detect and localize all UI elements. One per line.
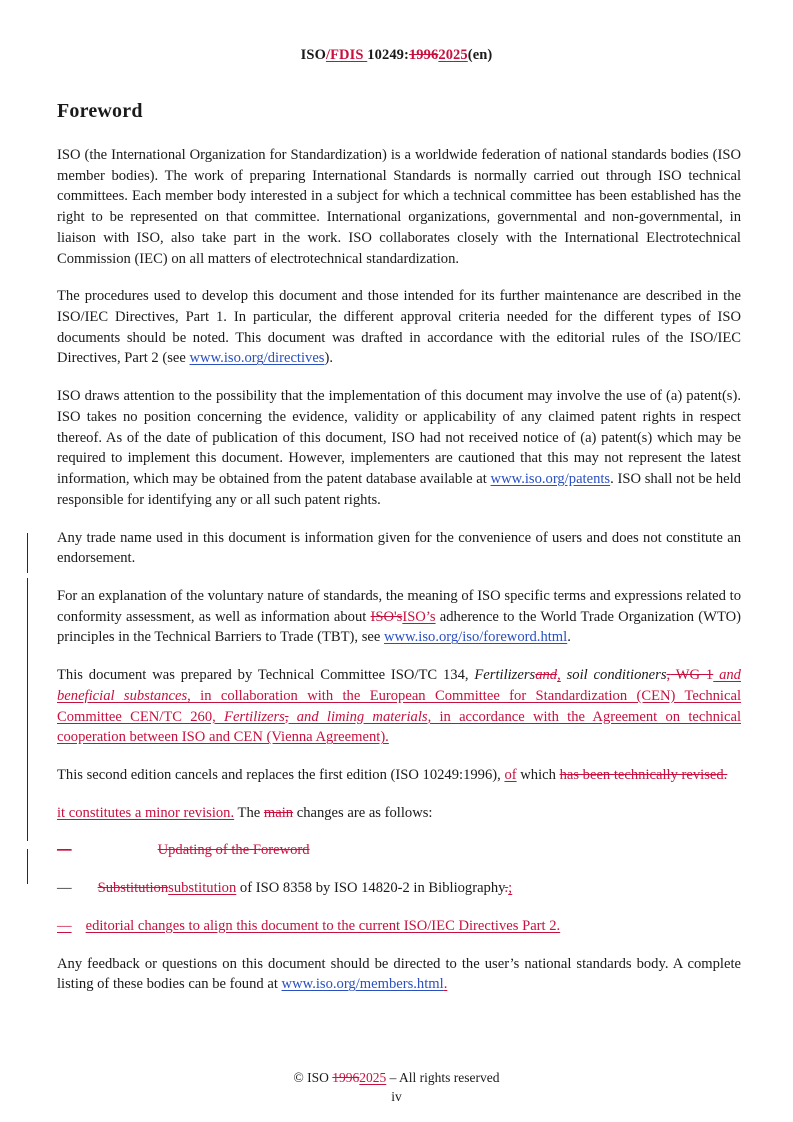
paragraph-wto-text-b: adherence to the World Trade Organization (WTO) principles in the Technical Barriers to Trade (TBT), see [57,608,741,646]
page-number: iv [391,1089,402,1104]
paragraph-wto-tail: . [567,629,571,646]
changes-text-a: The [234,804,264,821]
second-edition-text-b: which [516,766,560,783]
change-bar-3 [27,849,28,884]
tc-italic-soil-conditioners: soil conditioners [560,667,667,684]
header-fdis-insertion: /FDIS [325,47,368,63]
list-item-2-inserted-semicolon: ; [508,880,513,897]
change-bar-1 [27,533,28,573]
paragraph-procedures [57,286,741,369]
change-bar-2 [27,578,28,841]
footer-copyright-a: © ISO [293,1070,333,1085]
tc-deletion-and: and [535,667,558,684]
paragraph-technical-committee [57,665,741,748]
header-iso: ISO [300,47,326,63]
document-body [57,100,741,1012]
paragraph-wto [57,586,741,648]
changes-text-b: changes are as follows: [293,804,433,821]
footer-copyright-b: – All rights reserved [386,1070,500,1085]
link-iso-directives[interactable]: www.iso.org/directives [189,350,325,367]
paragraph-trade-name-text: Any trade name used in this document is information given for the convenience of users and does not constitute an endorsement. [57,529,741,567]
list-item-1-text: Updating of the Foreword [157,842,310,859]
paragraph-trade-name [57,528,741,569]
tc-deletion-comma-2: , [284,708,289,725]
paragraph-intro-text: ISO (the International Organization for Standardization) is a worldwide federation of national standards bodies (ISO member bodies). The work of preparing International Standards is normally carried out through ISO technical committees. Each member body interested in a subject for which a technical committee has been established has the right to be represented on that committee. International organizations, governmental and non-governmental, in liaison with ISO, also take part in the work. ISO collaborates closely with the International Electrotechnical Commission (IEC) on all matters of electrotechnical standardization. [57,147,741,267]
page-title: Foreword [57,100,143,122]
paragraph-procedures-text: The procedures used to develop this document and those intended for its further maintenance are described in the ISO/IEC Directives, Part 1. In particular, the different approval criteria needed for the different types of ISO documents should be noted. This document was drafted in accordance with the editorial rules of the ISO/IEC Directives, Part 2 (see [57,288,741,367]
tc-insertion-liming-materials: and liming materials [288,708,428,725]
list-item-3 [57,916,741,937]
second-edition-text-a: This second edition cancels and replaces the first edition (ISO 10249:1996), [57,766,505,783]
list-item-2-deleted-word: Substitution [97,880,169,897]
link-iso-foreword[interactable]: www.iso.org/iso/foreword.html [383,629,568,646]
list-item-2-inserted-word: substitution [168,880,237,897]
tc-insertion-fertilizers: Fertilizers [224,708,285,725]
list-item-2-dash: — [57,880,72,897]
wto-insertion-isos: ISO’s [402,608,436,625]
paragraph-feedback [57,954,741,995]
second-edition-deletion: has been technically revised. [559,766,728,783]
paragraph-changes-intro [57,803,741,824]
header-year-deletion: 1996 [408,47,439,63]
paragraph-patents [57,386,741,510]
header-language: (en) [467,47,493,63]
tc-insertion-vienna-agreement: , in accordance with the Agreement on technical cooperation between ISO and CEN (Vienna Agreement). [57,708,741,746]
paragraph-intro [57,145,741,269]
feedback-inserted-period: . [443,976,448,993]
link-iso-patents[interactable]: www.iso.org/patents [490,471,611,488]
changes-deletion-main: main [263,804,294,821]
paragraph-patents-tail: . ISO shall not be held responsible for identifying any or all such patent rights. [57,471,741,508]
paragraph-second-edition [57,765,741,786]
tc-insertion-beneficial-substances: and beneficial substances [57,667,741,704]
list-item-2-deleted-period: . [504,880,509,897]
tc-text-a: This document was prepared by Technical Committee ISO/TC 134, [57,667,475,684]
list-item-1 [57,840,741,861]
list-item-2-text: of ISO 8358 by ISO 14820-2 in Bibliography [236,880,505,897]
document-header [0,47,793,64]
tc-insertion-comma: , [557,667,561,684]
list-item-2 [57,878,741,899]
header-year-insertion: 2025 [438,47,468,63]
paragraph-patents-text: ISO draws attention to the possibility that the implementation of this document may involve the use of (a) patent(s). ISO takes no position concerning the evidence, validity or applicability of any claimed patent rights in respect thereof. As of the date of publication of this document, ISO had not received notice of (a) patent(s) which may be required to implement this document. However, implementers are cautioned that this may not represent the latest information, which may be obtained from the patent database available at [57,388,741,488]
footer-year-insertion: 2025 [359,1070,387,1085]
footer-year-deletion: 1996 [332,1070,360,1085]
tc-insertion-cen-collaboration: , in collaboration with the European Committee for Standardization (CEN) Technical Committee CEN/TC 260, [57,687,741,725]
document-footer [0,1070,793,1086]
list-item-1-dash: — [57,842,72,859]
list-item-3-text: editorial changes to align this document to the current ISO/IEC Directives Part 2. [85,917,561,934]
feedback-text: Any feedback or questions on this document should be directed to the user’s national standards body. A complete listing of these bodies can be found at [57,955,741,993]
changes-insertion-minor-revision: it constitutes a minor revision. [57,804,235,821]
paragraph-procedures-tail: ). [324,350,334,367]
link-iso-members[interactable]: www.iso.org/members.html [281,976,444,993]
tc-deletion-comma: , [666,667,671,684]
tc-italic-fertilizers: Fertilizers [474,667,536,684]
paragraph-wto-text-a: For an explanation of the voluntary nature of standards, the meaning of ISO specific terms and expressions related to conformity assessment, as well as information about [57,587,741,625]
list-item-3-dash: — [57,917,72,934]
second-edition-insertion-of: of [504,766,517,783]
tc-deletion-wg1: WG 1 [670,667,714,684]
header-number: 10249: [367,47,409,63]
wto-deletion-isos: ISO's [370,608,403,625]
